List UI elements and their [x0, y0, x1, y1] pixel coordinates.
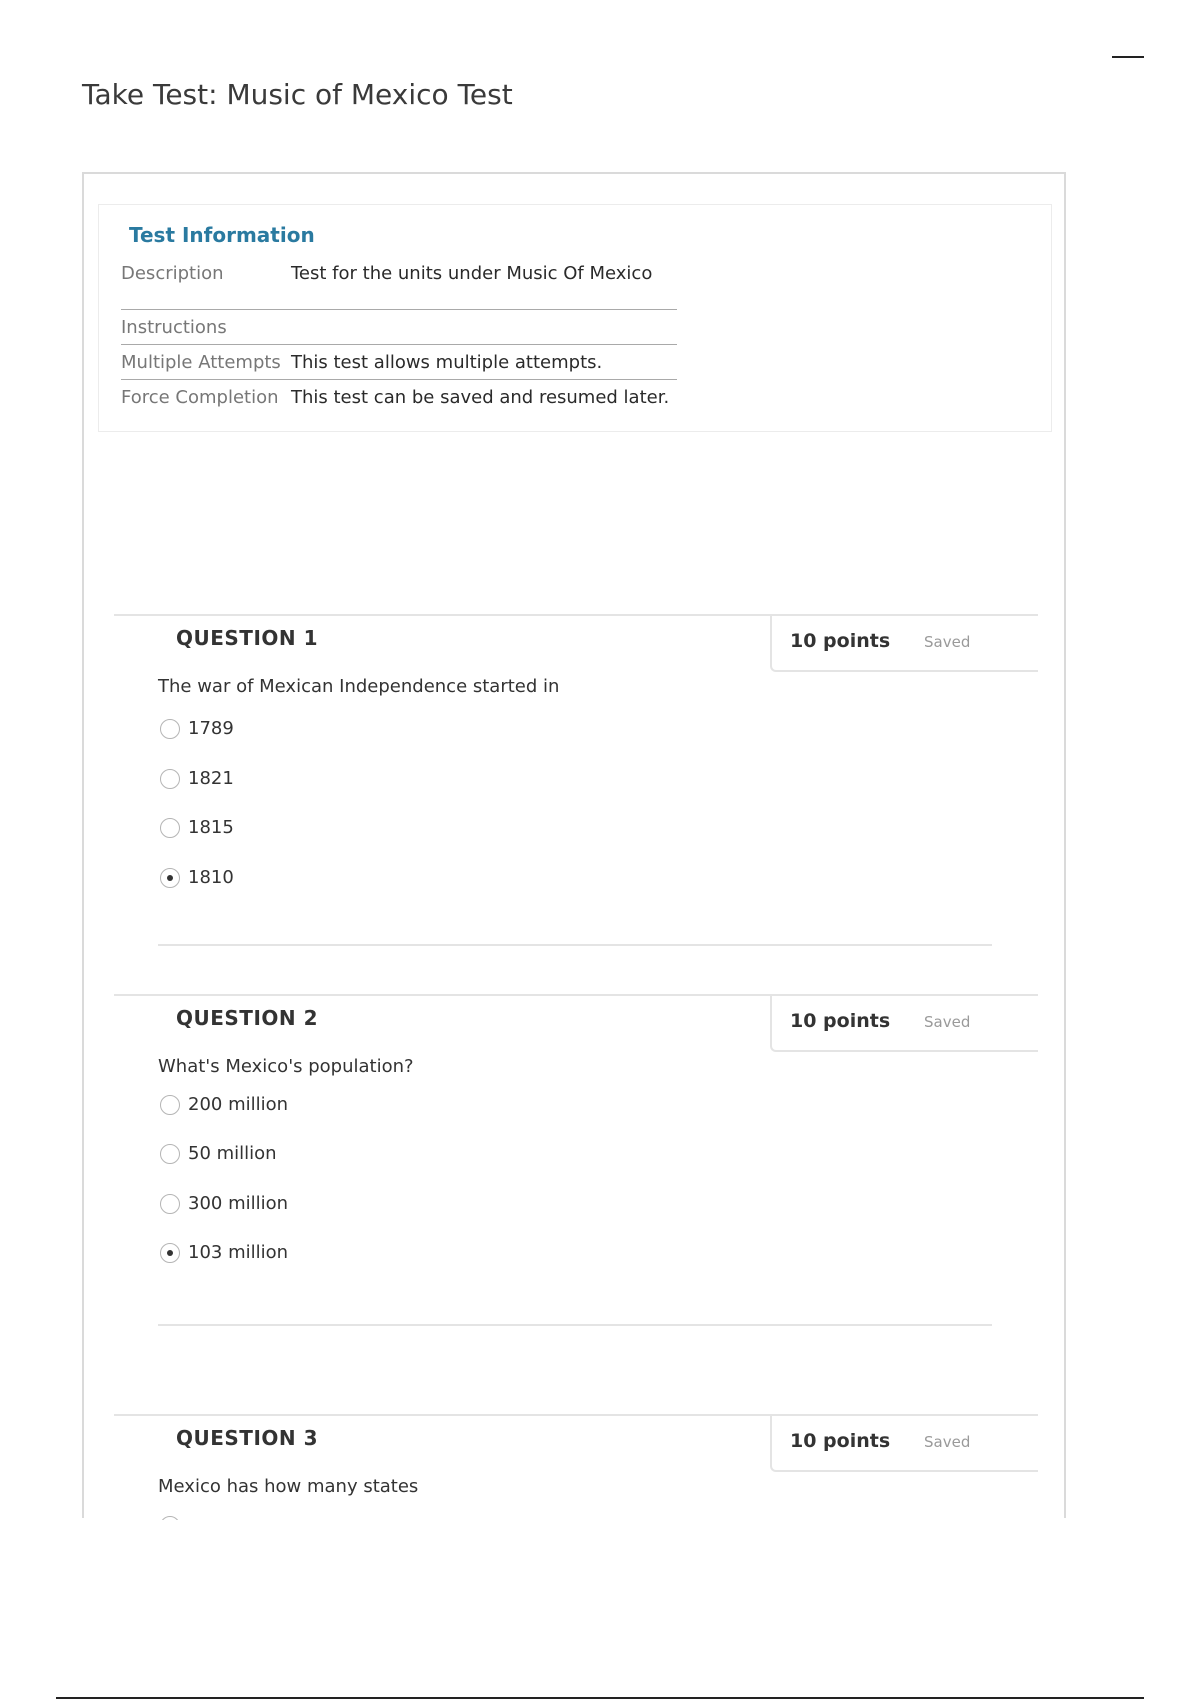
radio-button[interactable] — [160, 1194, 180, 1214]
radio-button-selected[interactable] — [160, 1243, 180, 1263]
question-points-box — [770, 1414, 1038, 1472]
answer-label[interactable]: 1810 — [188, 867, 234, 888]
radio-button[interactable] — [160, 1144, 180, 1164]
footer-divider — [56, 1697, 1144, 1699]
info-value: This test allows multiple attempts. — [291, 352, 603, 373]
info-divider — [121, 379, 677, 380]
info-label: Description — [121, 263, 224, 284]
answer-label[interactable]: 1789 — [188, 718, 234, 739]
question-points: 10 points — [790, 630, 891, 652]
radio-button[interactable] — [160, 818, 180, 838]
info-divider — [121, 309, 677, 310]
question-text: The war of Mexican Independence started in — [158, 676, 560, 697]
info-label: Force Completion — [121, 387, 279, 408]
test-information-panel — [98, 204, 1052, 432]
question-title: QUESTION 1 — [176, 626, 319, 650]
question-title: QUESTION 3 — [176, 1426, 319, 1450]
page-title: Take Test: Music of Mexico Test — [82, 78, 513, 111]
question-block — [114, 614, 1038, 944]
info-label: Multiple Attempts — [121, 352, 281, 373]
answer-label[interactable]: 50 million — [188, 1143, 277, 1164]
radio-button[interactable] — [160, 719, 180, 739]
question-divider — [114, 614, 770, 616]
save-status: Saved — [924, 1013, 971, 1031]
question-points: 10 points — [790, 1430, 891, 1452]
radio-button[interactable] — [160, 769, 180, 789]
answer-label[interactable]: 103 million — [188, 1242, 289, 1263]
question-divider — [114, 994, 770, 996]
question-divider — [114, 1414, 770, 1416]
answer-label[interactable]: 1815 — [188, 817, 234, 838]
save-status: Saved — [924, 633, 971, 651]
question-divider — [158, 944, 992, 946]
question-points-box — [770, 614, 1038, 672]
info-value: Test for the units under Music Of Mexico — [291, 263, 653, 284]
question-points: 10 points — [790, 1010, 891, 1032]
save-status: Saved — [924, 1433, 971, 1451]
question-text: Mexico has how many states — [158, 1476, 419, 1497]
info-label: Instructions — [121, 317, 227, 338]
question-text: What's Mexico's population? — [158, 1056, 414, 1077]
question-block — [114, 994, 1038, 1324]
radio-button[interactable] — [160, 1516, 180, 1520]
question-block — [114, 1414, 1038, 1520]
question-divider — [158, 1324, 992, 1326]
radio-button-selected[interactable] — [160, 868, 180, 888]
info-value: This test can be saved and resumed later. — [291, 387, 670, 408]
test-information-heading: Test Information — [129, 223, 315, 247]
info-divider — [121, 344, 677, 345]
radio-button[interactable] — [160, 1095, 180, 1115]
minimize-icon[interactable] — [1112, 56, 1144, 58]
question-title: QUESTION 2 — [176, 1006, 319, 1030]
answer-label[interactable]: 300 million — [188, 1193, 289, 1214]
answer-label[interactable]: 200 million — [188, 1094, 289, 1115]
answer-label[interactable]: 1821 — [188, 768, 234, 789]
test-container — [82, 172, 1066, 1518]
question-points-box — [770, 994, 1038, 1052]
